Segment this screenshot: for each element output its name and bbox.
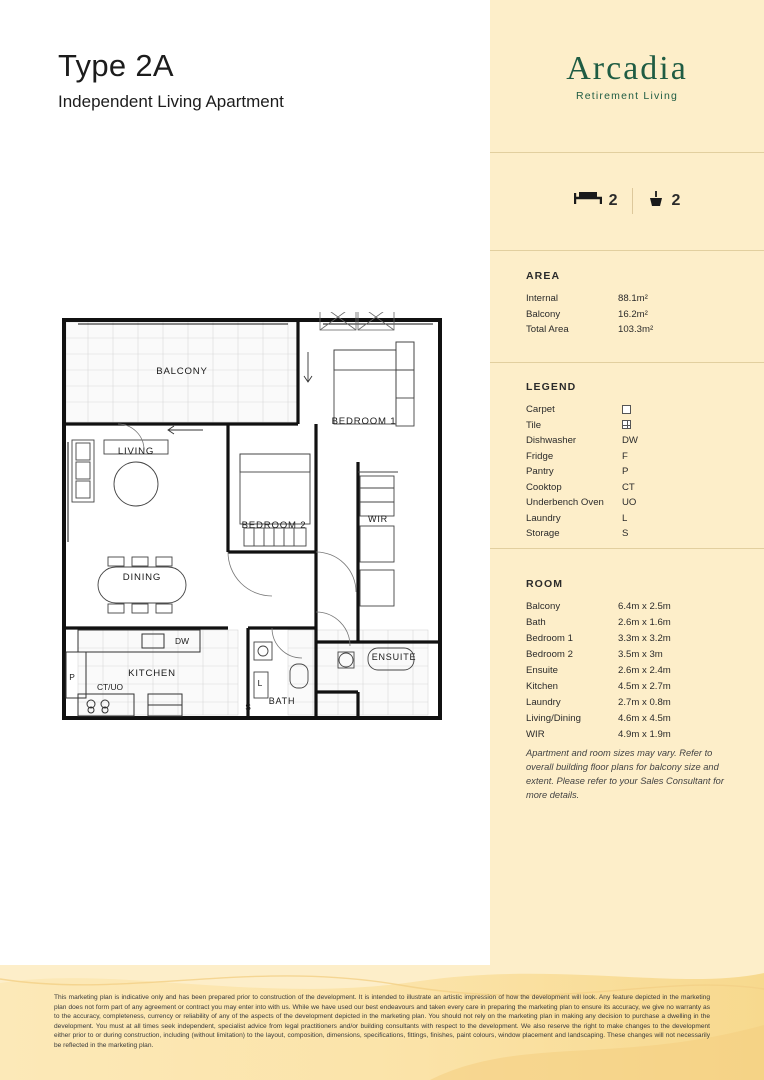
room-row xyxy=(526,631,746,647)
plan-label-bath: BATH xyxy=(268,696,296,706)
room-label: Bath xyxy=(526,617,546,628)
floor-plan xyxy=(58,312,443,732)
divider-4 xyxy=(490,548,764,549)
room-value: 2.7m x 0.8m xyxy=(618,697,671,708)
page-title: Type 2A xyxy=(58,48,174,83)
area-value: 88.1m² xyxy=(618,293,648,304)
area-value: 103.3m² xyxy=(618,324,654,335)
legend-row xyxy=(526,480,746,496)
legend-label: Laundry xyxy=(526,512,561,524)
legend-value: DW xyxy=(622,435,638,446)
bathroom-count-value: 2 xyxy=(671,192,681,209)
room-title: ROOM xyxy=(526,578,564,590)
carpet-swatch-icon xyxy=(622,402,746,418)
plan-label-wir: WIR xyxy=(368,514,388,524)
room-label: Bedroom 2 xyxy=(526,649,573,660)
legend-value: UO xyxy=(622,497,637,508)
room-label: Kitchen xyxy=(526,681,558,692)
plan-label-balcony: BALCONY xyxy=(156,366,208,377)
room-row xyxy=(526,647,746,663)
plan-label-l: L xyxy=(257,678,263,688)
legend-title: LEGEND xyxy=(526,381,577,393)
brand-tagline: Retirement Living xyxy=(575,90,679,102)
plan-label-bedroom1: BEDROOM 1 xyxy=(331,416,397,427)
room-value: 4.5m x 2.7m xyxy=(618,681,671,692)
room-row xyxy=(526,695,746,711)
area-row xyxy=(526,322,746,338)
legend-label: Tile xyxy=(526,419,542,431)
plan-label-kitchen: KITCHEN xyxy=(128,668,176,679)
room-label: Laundry xyxy=(526,697,561,708)
legend-label: Underbench Oven xyxy=(526,497,604,508)
legend-value: S xyxy=(622,528,629,539)
legend-label: Storage xyxy=(526,528,560,539)
legend-value: CT xyxy=(622,481,635,493)
room-label: Bedroom 1 xyxy=(526,633,573,644)
room-value: 2.6m x 1.6m xyxy=(618,617,671,628)
legend-row xyxy=(526,418,746,434)
legend-row xyxy=(526,526,746,542)
brand-logo xyxy=(490,0,764,152)
room-row xyxy=(526,615,746,631)
plan-label-living: LIVING xyxy=(117,446,155,457)
area-label: Balcony xyxy=(526,308,561,320)
legend-label: Cooktop xyxy=(526,481,562,493)
plan-label-bedroom2: BEDROOM 2 xyxy=(241,520,307,531)
room-label: Ensuite xyxy=(526,665,558,676)
legend-label: Pantry xyxy=(526,466,554,477)
room-label: Balcony xyxy=(526,601,561,612)
room-row xyxy=(526,711,746,727)
bedroom-count-value: 2 xyxy=(608,192,618,209)
legend-label: Fridge xyxy=(526,450,554,462)
room-block xyxy=(526,578,746,743)
legend-row xyxy=(526,495,746,511)
page-title-block xyxy=(58,48,284,112)
legend-label: Dishwasher xyxy=(526,435,577,446)
legend-label: Carpet xyxy=(526,404,555,415)
legend-row xyxy=(526,402,746,418)
room-value: 4.6m x 4.5m xyxy=(618,713,671,724)
plan-label-dining: DINING xyxy=(122,572,162,583)
legend-row xyxy=(526,464,746,480)
brand-name: Arcadia xyxy=(566,50,688,87)
room-row xyxy=(526,599,746,615)
room-value: 2.6m x 2.4m xyxy=(618,665,671,676)
footer-banner xyxy=(0,965,764,1080)
area-value: 16.2m² xyxy=(618,308,648,320)
bathroom-count xyxy=(647,190,681,213)
plan-label-p: P xyxy=(69,672,75,682)
room-label: Living/Dining xyxy=(526,713,581,724)
area-block xyxy=(526,270,746,338)
plan-label-dw: DW xyxy=(175,636,189,646)
page-subtitle: Independent Living Apartment xyxy=(58,92,284,111)
legend-block xyxy=(526,381,746,542)
room-label: WIR xyxy=(526,729,545,740)
divider-2 xyxy=(490,250,764,251)
area-row xyxy=(526,291,746,307)
area-label: Total Area xyxy=(526,324,569,335)
legend-row xyxy=(526,511,746,527)
footer-disclaimer: This marketing plan is indicative only and has been prepared prior to construction of the development. It is intended to illustrate an artistic impression of how the development will look. Any feature depicted in the marketing plan does not form part of any agreement or contract you may enter into with us. While we have used our best endeavours and taken every care in preparing the marketing plan to ensure its accuracy, we give no warranty as to the accuracy, completeness, currency or reliability of any of the aspects of the development depicted in the marketing plan. You should not rely on the marketing plan in making any decision to purchase a dwelling in the development. You must at all times seek independent, specialist advice from legal practitioners and/or building consultants with respect to the development. We also reserve the right to make changes to the development either prior to or during construction, including (without limitation) to the layout, composition, dimensions, specifications, fittings, finishes, paint colours, window placement and landscaping. These changes will not necessarily be reflected in the marketing plan. xyxy=(54,994,710,1049)
plan-label-ensuite: ENSUITE xyxy=(371,652,417,662)
bedroom-count xyxy=(574,190,618,212)
room-note: Apartment and room sizes may vary. Refer to overall building floor plans for balcony size and extent. Please refer to your Sales Consultant for more details. xyxy=(526,748,724,800)
area-title: AREA xyxy=(526,270,561,282)
room-row xyxy=(526,727,746,743)
tile-swatch-icon xyxy=(622,418,746,434)
legend-row xyxy=(526,433,746,449)
divider-3 xyxy=(490,362,764,363)
bath-icon xyxy=(647,190,665,213)
room-value: 4.9m x 1.9m xyxy=(618,729,671,740)
room-value: 3.3m x 3.2m xyxy=(618,633,671,644)
room-value: 6.4m x 2.5m xyxy=(618,601,671,612)
room-value: 3.5m x 3m xyxy=(618,649,663,660)
area-row xyxy=(526,307,746,323)
legend-row xyxy=(526,449,746,465)
room-row xyxy=(526,679,746,695)
count-divider xyxy=(632,188,633,214)
legend-value: P xyxy=(622,466,629,477)
legend-value: F xyxy=(622,450,628,462)
legend-value: L xyxy=(622,512,628,524)
bed-icon xyxy=(574,190,602,212)
plan-label-s: S xyxy=(245,702,251,712)
plan-label-ctuo: CT/UO xyxy=(96,682,124,692)
room-row xyxy=(526,663,746,679)
room-counts xyxy=(490,152,764,250)
area-label: Internal xyxy=(526,293,558,304)
info-panel xyxy=(490,0,764,965)
